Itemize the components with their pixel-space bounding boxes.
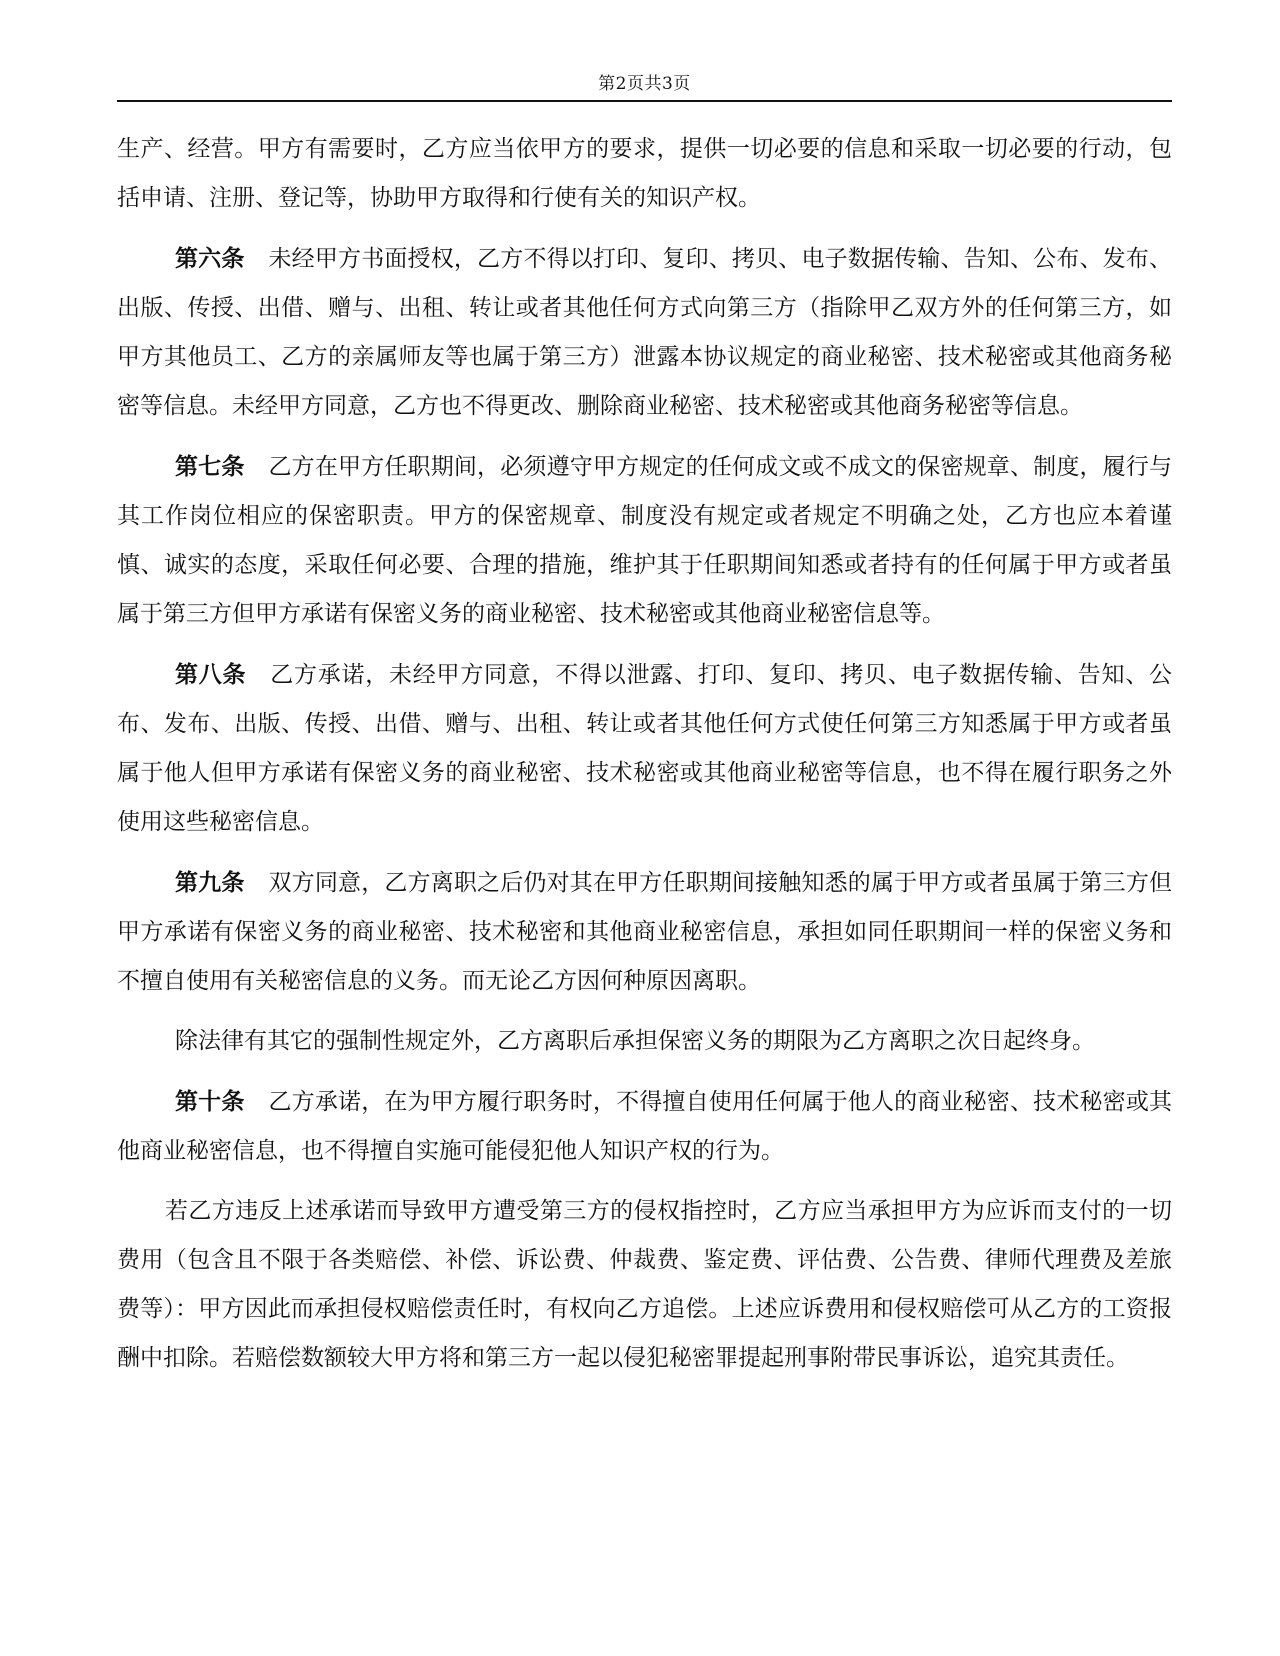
article-label: 第六条 <box>175 245 245 272</box>
document-body <box>117 125 1172 1383</box>
paragraph-text: 若乙方违反上述承诺而导致甲方遭受第三方的侵权指控时，乙方应当承担甲方为应诉而支付的一切费用（包含且不限于各类赔偿、补偿、诉讼费、仲裁费、鉴定费、评估费、公告费、律师代理费及差旅费等）：甲方因此而承担侵权赔偿责任时，有权向乙方追偿。上述应诉费用和侵权赔偿可从乙方的工资报酬中扣除。若赔偿数额较大甲方将和第三方一起以侵犯秘密罪提起刑事附带民事诉讼，追究其责任。 <box>117 1198 1172 1371</box>
article-text: 双方同意，乙方离职之后仍对其在甲方任职期间接触知悉的属于甲方或者虽属于第三方但甲方承诺有保密义务的商业秘密、技术秘密和其他商业秘密信息，承担如同任职期间一样的保密义务和不擅自使用有关秘密信息的义务。而无论乙方因何种原因离职。 <box>117 870 1173 994</box>
page-number-indicator: 第2页共3页 <box>598 74 691 94</box>
article-text: 乙方承诺，在为甲方履行职务时，不得擅自使用任何属于他人的商业秘密、技术秘密或其他商业秘密信息，也不得擅自实施可能侵犯他人知识产权的行为。 <box>117 1089 1173 1164</box>
article-text: 乙方在甲方任职期间，必须遵守甲方规定的任何成文或不成文的保密规章、制度，履行与其工作岗位相应的保密职责。甲方的保密规章、制度没有规定或者规定不明确之处，乙方也应本着谨慎、诚实的态度，采取任何必要、合理的措施，维护其于任职期间知悉或者持有的任何属于甲方或者虽属于第三方但甲方承诺有保密义务的商业秘密、技术秘密或其他商业秘密信息等。 <box>117 454 1173 627</box>
article-10 <box>117 1077 1172 1176</box>
paragraph-text: 生产、经营。甲方有需要时，乙方应当依甲方的要求，提供一切必要的信息和采取一切必要的行动，包括申请、注册、登记等，协助甲方取得和行使有关的知识产权。 <box>117 136 1172 211</box>
confidentiality-term-paragraph <box>117 1017 1172 1066</box>
header-divider <box>117 100 1172 102</box>
liability-paragraph <box>117 1187 1172 1383</box>
paragraph-text: 除法律有其它的强制性规定外，乙方离职后承担保密义务的期限为乙方离职之次日起终身。 <box>175 1028 1095 1054</box>
article-label: 第八条 <box>175 661 247 688</box>
article-text: 未经甲方书面授权，乙方不得以打印、复印、拷贝、电子数据传输、告知、公布、发布、出版、传授、出借、赠与、出租、转让或者其他任何方式向第三方（指除甲乙双方外的任何第三方，如甲方其他员工、乙方的亲属师友等也属于第三方）泄露本协议规定的商业秘密、技术秘密或其他商务秘密等信息。未经甲方同意，乙方也不得更改、删除商业秘密、技术秘密或其他商务秘密等信息。 <box>117 246 1173 419</box>
page-header <box>117 72 1172 96</box>
article-label: 第七条 <box>175 453 245 480</box>
article-6 <box>117 234 1172 431</box>
paragraph-continuation <box>117 125 1172 223</box>
article-label: 第九条 <box>175 869 245 896</box>
article-7 <box>117 442 1172 639</box>
article-9 <box>117 858 1172 1006</box>
article-label: 第十条 <box>175 1088 245 1115</box>
article-8 <box>117 650 1172 847</box>
article-text: 乙方承诺，未经甲方同意，不得以泄露、打印、复印、拷贝、电子数据传输、告知、公布、发布、出版、传授、出借、赠与、出租、转让或者其他任何方式使任何第三方知悉属于甲方或者虽属于他人但甲方承诺有保密义务的商业秘密、技术秘密或其他商业秘密等信息，也不得在履行职务之外使用这些秘密信息。 <box>117 662 1172 835</box>
